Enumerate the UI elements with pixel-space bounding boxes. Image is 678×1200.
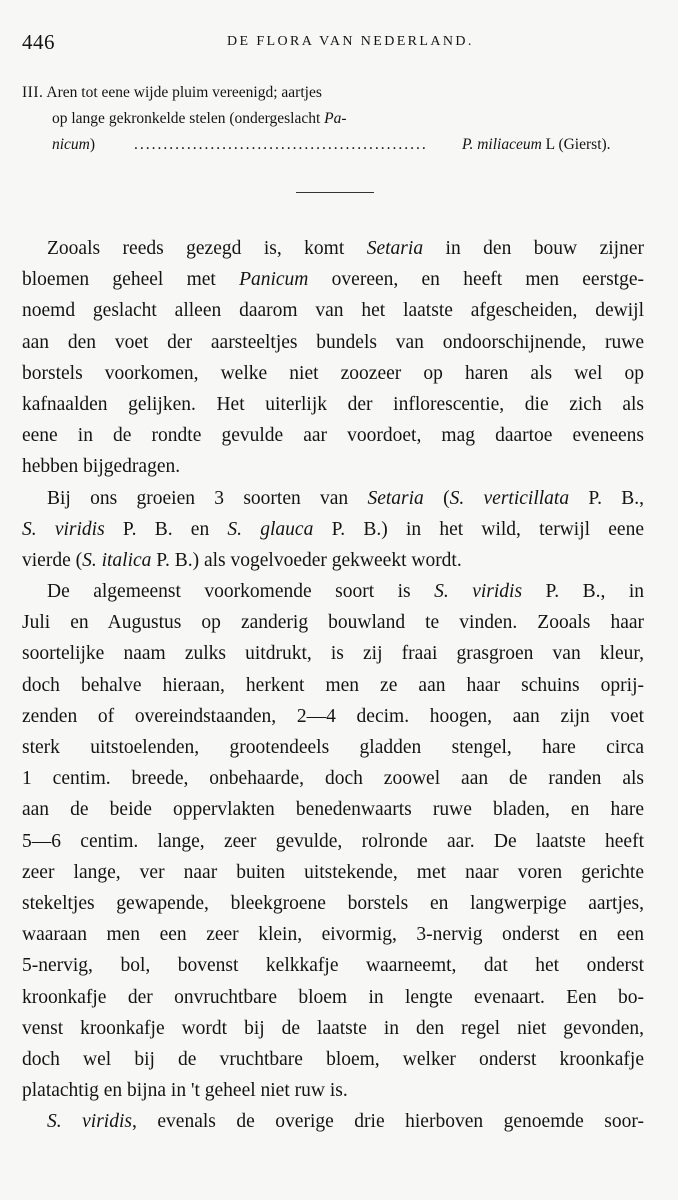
italic-term: Setaria xyxy=(366,238,424,259)
text-run: eene in de rondte gevulde aar voordoet, mag daartoe eveneens xyxy=(22,425,644,447)
text-run: De algemeenst voorkomende soort is xyxy=(47,581,435,603)
page-number: 446 xyxy=(22,30,55,54)
text-line xyxy=(22,514,644,545)
text-run: , evenals de overige drie hierboven genoemde soor- xyxy=(131,1111,644,1133)
key-line-3-italic: nicum xyxy=(52,136,90,153)
running-head: DE FLORA VAN NEDERLAND. xyxy=(227,34,474,49)
text-run: waaraan men een zeer klein, eivormig, 3-nervig onderst en een xyxy=(22,924,644,946)
italic-term: S. italica xyxy=(82,549,152,571)
page-header xyxy=(22,30,658,58)
text-run: borstels voorkomen, welke niet zoozeer op haren als wel op xyxy=(22,362,644,384)
text-line xyxy=(22,576,644,607)
text-line xyxy=(22,420,644,451)
italic-term: S. glauca xyxy=(227,518,314,540)
key-line-3 xyxy=(22,132,662,158)
text-line xyxy=(22,638,644,669)
text-line xyxy=(22,919,644,950)
body-text xyxy=(22,233,644,1137)
key-line-3-text xyxy=(52,132,95,158)
text-run: Juli en Augustus op zanderig bouwland te vinden. Zooals haar xyxy=(22,612,644,634)
key-species-common-name: (Gierst). xyxy=(558,136,611,153)
text-run: 5-nervig, bol, bovenst kelkkafje waarneemt, dat het onderst xyxy=(22,955,644,977)
key-species xyxy=(462,132,611,158)
text-line xyxy=(22,826,644,857)
text-run: Bij ons groeien 3 soorten van xyxy=(47,487,368,509)
text-line xyxy=(22,545,644,576)
text-run: P. B., in xyxy=(522,581,644,603)
text-line xyxy=(22,857,644,888)
leader-dots: .................................................. xyxy=(134,136,428,153)
italic-term: Panicum xyxy=(239,269,309,291)
text-line xyxy=(22,1106,644,1137)
text-run: 1 centim. breede, onbehaarde, doch zoowel aan de randen als xyxy=(22,768,644,790)
italic-term: S. viridis xyxy=(434,581,523,603)
text-line xyxy=(22,701,644,732)
key-line-1 xyxy=(22,80,662,106)
text-line xyxy=(22,483,644,514)
text-run: bloemen geheel met xyxy=(22,269,240,291)
text-run: kafnaalden gelijken. Het uiterlijk der inflorescentie, die zich als xyxy=(22,393,644,415)
text-run: doch behalve hieraan, herkent men ze aan haar schuins oprij- xyxy=(22,674,644,696)
key-line-2 xyxy=(22,106,662,132)
key-line-2-text: op lange gekronkelde stelen (ondergeslacht xyxy=(52,110,325,127)
text-line xyxy=(22,794,644,825)
text-line xyxy=(22,1013,644,1044)
italic-term: S. viridis xyxy=(22,518,105,540)
text-line xyxy=(22,451,644,482)
text-run: zenden of overeindstaanden, 2—4 decim. hoogen, aan zijn voet xyxy=(22,705,644,727)
italic-term: Setaria xyxy=(367,487,424,509)
text-run: 5—6 centim. lange, zeer gevulde, rolronde aar. De laatste heeft xyxy=(22,830,644,852)
text-line xyxy=(22,607,644,638)
text-run: doch wel bij de vruchtbare bloem, welker onderst kroonkafje xyxy=(22,1048,644,1070)
text-run: in den bouw zijner xyxy=(423,238,644,259)
text-run: P. B.) in het wild, terwijl eene xyxy=(313,518,644,540)
text-line xyxy=(22,264,644,295)
text-run: P. B. en xyxy=(104,518,228,540)
text-line xyxy=(22,732,644,763)
text-line xyxy=(22,1075,644,1106)
text-run: zeer lange, ver naar buiten uitstekende, met naar voren gerichte xyxy=(22,861,644,883)
text-line xyxy=(22,1044,644,1075)
section-divider xyxy=(296,192,374,193)
italic-term: S. verticillata xyxy=(449,487,570,509)
identification-key-entry xyxy=(22,80,662,158)
text-run: aan den voet der aarsteeltjes bundels van ondoorschijnende, ruwe xyxy=(22,331,644,353)
key-line-1-text: Aren tot eene wijde pluim vereenigd; aartjes xyxy=(46,84,322,101)
text-run: P. B.) als vogelvoeder gekweekt wordt. xyxy=(151,549,462,571)
text-run: noemd geslacht alleen daarom van het laatste afgescheiden, dewijl xyxy=(22,300,644,322)
text-line xyxy=(22,950,644,981)
key-species-author: L xyxy=(545,136,555,153)
text-run: vierde ( xyxy=(22,549,83,571)
text-run: soortelijke naam zulks uitdrukt, is zij fraai grasgroen van kleur, xyxy=(22,643,644,665)
text-line xyxy=(22,389,644,420)
text-line xyxy=(22,295,644,326)
text-run: sterk uitstoelenden, grootendeels gladden stengel, hare circa xyxy=(22,737,644,758)
text-line xyxy=(22,233,644,264)
text-run: stekeltjes gewapende, bleekgroene borstels en langwerpige aartjes, xyxy=(22,892,644,914)
key-number: III. xyxy=(22,84,44,101)
text-run: hebben bijgedragen. xyxy=(22,456,181,478)
text-line xyxy=(22,888,644,919)
text-run: overeen, en heeft men eerstge- xyxy=(308,269,644,291)
key-species-name: P. miliaceum xyxy=(462,136,542,153)
text-line xyxy=(22,358,644,389)
text-line xyxy=(22,327,644,358)
text-run: P. B., xyxy=(569,487,644,509)
text-run: platachtig en bijna in 't geheel niet ruw is. xyxy=(22,1080,348,1102)
text-run: Zooals reeds gezegd is, komt xyxy=(47,238,367,259)
key-line-2-italic: Pa- xyxy=(324,110,347,127)
text-run: ( xyxy=(423,487,450,509)
text-line xyxy=(22,982,644,1013)
text-run: venst kroonkafje wordt bij de laatste in den regel niet gevonden, xyxy=(22,1017,644,1039)
text-run: kroonkafje der onvruchtbare bloem in lengte evenaart. Een bo- xyxy=(22,986,644,1008)
text-run: aan de beide oppervlakten benedenwaarts ruwe bladen, en hare xyxy=(22,799,644,821)
key-line-3-close: ) xyxy=(89,136,96,153)
text-line xyxy=(22,670,644,701)
italic-term: S. viridis xyxy=(47,1111,132,1133)
text-line xyxy=(22,763,644,794)
